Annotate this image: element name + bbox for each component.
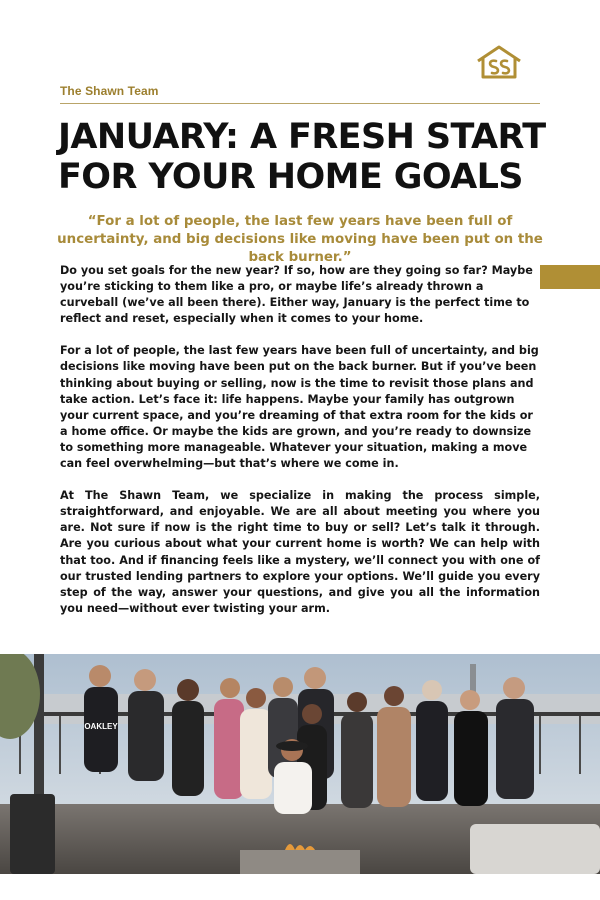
- title-line-1: JANUARY: A FRESH START: [58, 117, 546, 157]
- house-logo-icon: [474, 44, 524, 80]
- shirt-logo-text: OAKLEY: [84, 722, 118, 731]
- accent-bar: [540, 265, 600, 289]
- team-name: The Shawn Team: [60, 84, 159, 98]
- paragraph-1: Do you set goals for the new year? If so, how are they going so far? Maybe you’re sticking to them like a pro, or maybe life’s already thrown a curveball (we’ve all been there). Either way, January is the perfect time to reflect and reset, especially when it comes to your home.: [60, 264, 533, 326]
- page-title: [58, 117, 558, 197]
- header-divider: [60, 103, 540, 104]
- team-photo: [0, 654, 600, 874]
- paragraph-2: For a lot of people, the last few years have been full of uncertainty, and big decisions like moving have been put on the back burner. But if you’ve been thinking about buying or selling, now is the time to revisit those plans and take action. Let’s face it: life happens. Maybe your family has outgrown your current space, and you’re dreaming of that extra room for the kids or a home office. Or maybe the kids are grown, and you’re ready to downsize to something more manageable. Whatever your situation, making a move can feel overwhelming—but that’s where we come in.: [60, 344, 539, 471]
- paragraph-3: At The Shawn Team, we specialize in making the process simple, straightforward, and enjoyable. We are all about meeting you where you are. Not sure if now is the right time to buy or sell? Let’s talk it through. Are you curious about what your current home is worth? We can help with that too. And if financing feels like a mystery, we’ll connect you with one of our trusted lending partners to explore your options. We’ll guide you every step of the way, answer your questions, and give you all the information you need—without ever twisting your arm.: [60, 489, 540, 615]
- title-line-2: FOR YOUR HOME GOALS: [58, 157, 523, 197]
- pull-quote: “For a lot of people, the last few years have been full of uncertainty, and big decisions like moving have been put on the back burner.”: [57, 214, 543, 265]
- article-body: [60, 263, 540, 633]
